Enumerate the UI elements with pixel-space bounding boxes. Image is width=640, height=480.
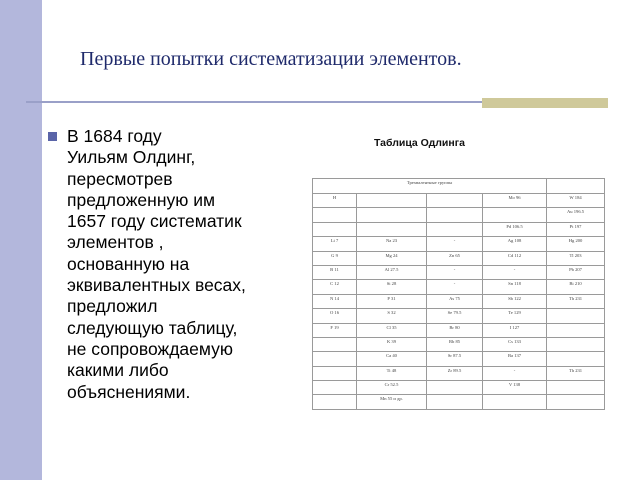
table-cell: F 19 [313,323,357,337]
table-cell: Sr 87.5 [427,352,483,366]
table-cell: Rb 85 [427,337,483,351]
table-cell: C 12 [313,280,357,294]
table-cell [427,222,483,236]
table-header-row [313,179,605,194]
table-cell: - [483,366,547,380]
table-cell: Zn 65 [427,251,483,265]
table-row [313,323,605,337]
table-row [313,309,605,323]
table-cell [547,337,605,351]
table-cell: Se 79.5 [427,309,483,323]
bullet-list [48,126,288,403]
table-cell: Li 7 [313,237,357,251]
table-header-cell: Трехвалентные группы [313,179,547,194]
title-divider-accent [482,98,608,108]
table-cell: Al 27.5 [357,265,427,279]
table-cell: Br 80 [427,323,483,337]
slide-title: Первые попытки систематизации элементов. [80,48,462,70]
table-row [313,194,605,208]
table-cell [313,222,357,236]
table-cell [313,352,357,366]
table-row [313,395,605,410]
table-cell [357,222,427,236]
table-row [313,337,605,351]
table-cell: Cd 112 [483,251,547,265]
table-cell: Cl 35 [357,323,427,337]
table-row [313,294,605,308]
table-cell: Pd 106.5 [483,222,547,236]
bullet-marker-icon [48,132,57,141]
table-cell: - [483,265,547,279]
table-cell [427,208,483,222]
table-cell [427,194,483,208]
table-header-cell [547,179,605,194]
odling-table [312,178,604,410]
table-cell: - [427,280,483,294]
table-cell: Te 129 [483,309,547,323]
table-cell: Sb 122 [483,294,547,308]
table-cell: B 11 [313,265,357,279]
table-cell [547,323,605,337]
bullet-text: В 1684 году Уильям Олдинг, пересмотрев предложенную им 1657 году систематик элементов , основанную на эквивалентных весах, предложил следующую таблицу, не сопровождаемую какими либо объяснениями. [67,126,246,402]
table-cell: Pb 207 [547,265,605,279]
table-cell: Th 231 [547,294,605,308]
table-cell: I 127 [483,323,547,337]
table-cell: S 32 [357,309,427,323]
table-cell [357,194,427,208]
table-cell [547,395,605,410]
table-cell [313,337,357,351]
table-row [313,208,605,222]
table-cell [483,208,547,222]
table-cell [313,208,357,222]
table-title: Таблица Одлинга [374,137,465,149]
table-row [313,251,605,265]
table-cell: Mo 96 [483,194,547,208]
table-cell: V 138 [483,381,547,395]
table-cell: As 75 [427,294,483,308]
table-cell: W 184 [547,194,605,208]
table-cell: H [313,194,357,208]
table-cell: Mg 24 [357,251,427,265]
table-cell: - [427,265,483,279]
table-cell: N 14 [313,294,357,308]
table-cell: Na 23 [357,237,427,251]
table-row [313,222,605,236]
table-cell: Th 231 [547,366,605,380]
table-cell: Hg 200 [547,237,605,251]
table-row [313,381,605,395]
table-cell [357,208,427,222]
table-cell: Mn 55 и др. [357,395,427,410]
table-cell: Cr 52.5 [357,381,427,395]
table-cell: P 31 [357,294,427,308]
table-row [313,280,605,294]
table-cell: Tl 203 [547,251,605,265]
left-accent-bar [0,0,42,480]
table-cell: Ag 108 [483,237,547,251]
table-cell: Cs 133 [483,337,547,351]
table-cell: Zr 89.5 [427,366,483,380]
table-row [313,237,605,251]
table-cell: O 16 [313,309,357,323]
table-cell: Sn 118 [483,280,547,294]
table-cell [483,395,547,410]
table-cell [427,395,483,410]
table-cell: Ca 40 [357,352,427,366]
table-cell: Bi 210 [547,280,605,294]
table-cell [547,381,605,395]
table-cell: K 39 [357,337,427,351]
table-cell [427,381,483,395]
table-cell: Ba 137 [483,352,547,366]
table-cell [547,309,605,323]
table-cell [313,381,357,395]
table-row [313,265,605,279]
table-row [313,352,605,366]
table-row [313,366,605,380]
table-cell [547,352,605,366]
table-cell: Au 196.5 [547,208,605,222]
table-cell: - [427,237,483,251]
table-cell: Si 28 [357,280,427,294]
table-cell [313,395,357,410]
table-cell [313,366,357,380]
table-cell: Pt 197 [547,222,605,236]
table-cell: Ti 48 [357,366,427,380]
table-cell: G 9 [313,251,357,265]
